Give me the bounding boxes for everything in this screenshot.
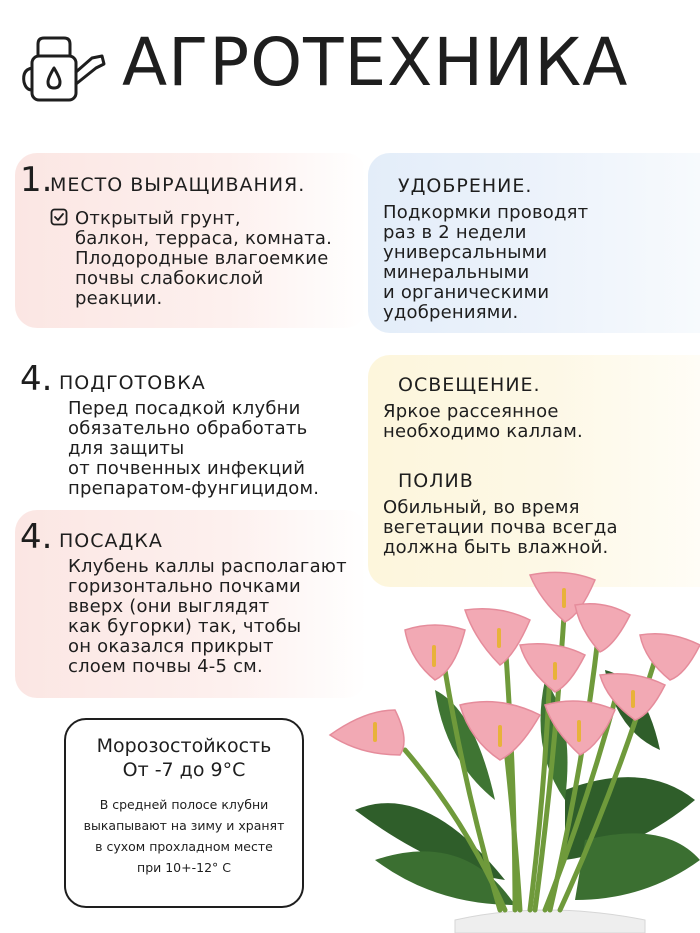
checkbox-checked-icon	[50, 208, 68, 226]
frost-title: Морозостойкость От -7 до 9°С	[96, 735, 272, 781]
fertilizer-text: Подкормки проводят раз в 2 недели универсальными минеральными и органическими удобрениями.	[383, 202, 589, 323]
page-title: АГРОТЕХНИКА	[122, 24, 629, 101]
frost-note: В средней полосе клубни выкапывают на зиму и хранят в сухом прохладном месте при 10+-12° С	[83, 797, 285, 875]
light-heading: ОСВЕЩЕНИЕ.	[398, 374, 541, 396]
fertilizer-heading: УДОБРЕНИЕ.	[398, 175, 533, 197]
watering-heading: ПОЛИВ	[398, 470, 474, 492]
watering-text: Обильный, во время вегетации почва всегда должна быть влажной.	[383, 497, 618, 558]
prep-text: Перед посадкой клубни обязательно обработать для защиты от почвенных инфекций препаратом-фунгицидом.	[68, 398, 320, 499]
planting-heading: ПОСАДКА	[59, 530, 163, 552]
watering-can-icon	[18, 28, 108, 104]
frost-resistance-box	[64, 718, 304, 908]
planting-text: Клубень каллы располагают горизонтально почками вверх (они выглядят как бугорки) так, чтобы он оказался прикрыт слоем почвы 4-5 см.	[68, 556, 347, 677]
planting-number: 4.	[20, 517, 53, 557]
light-text: Яркое рассеянное необходимо каллам.	[383, 401, 583, 442]
prep-number: 4.	[20, 359, 53, 399]
place-number: 1.	[20, 160, 53, 200]
prep-heading: ПОДГОТОВКА	[59, 372, 206, 394]
place-text: Открытый грунт, балкон, терраса, комната. Плодородные влагоемкие почвы слабокислой реакции.	[75, 208, 333, 309]
calla-lily-illustration	[315, 560, 700, 933]
place-heading: МЕСТО ВЫРАЩИВАНИЯ.	[50, 174, 306, 196]
